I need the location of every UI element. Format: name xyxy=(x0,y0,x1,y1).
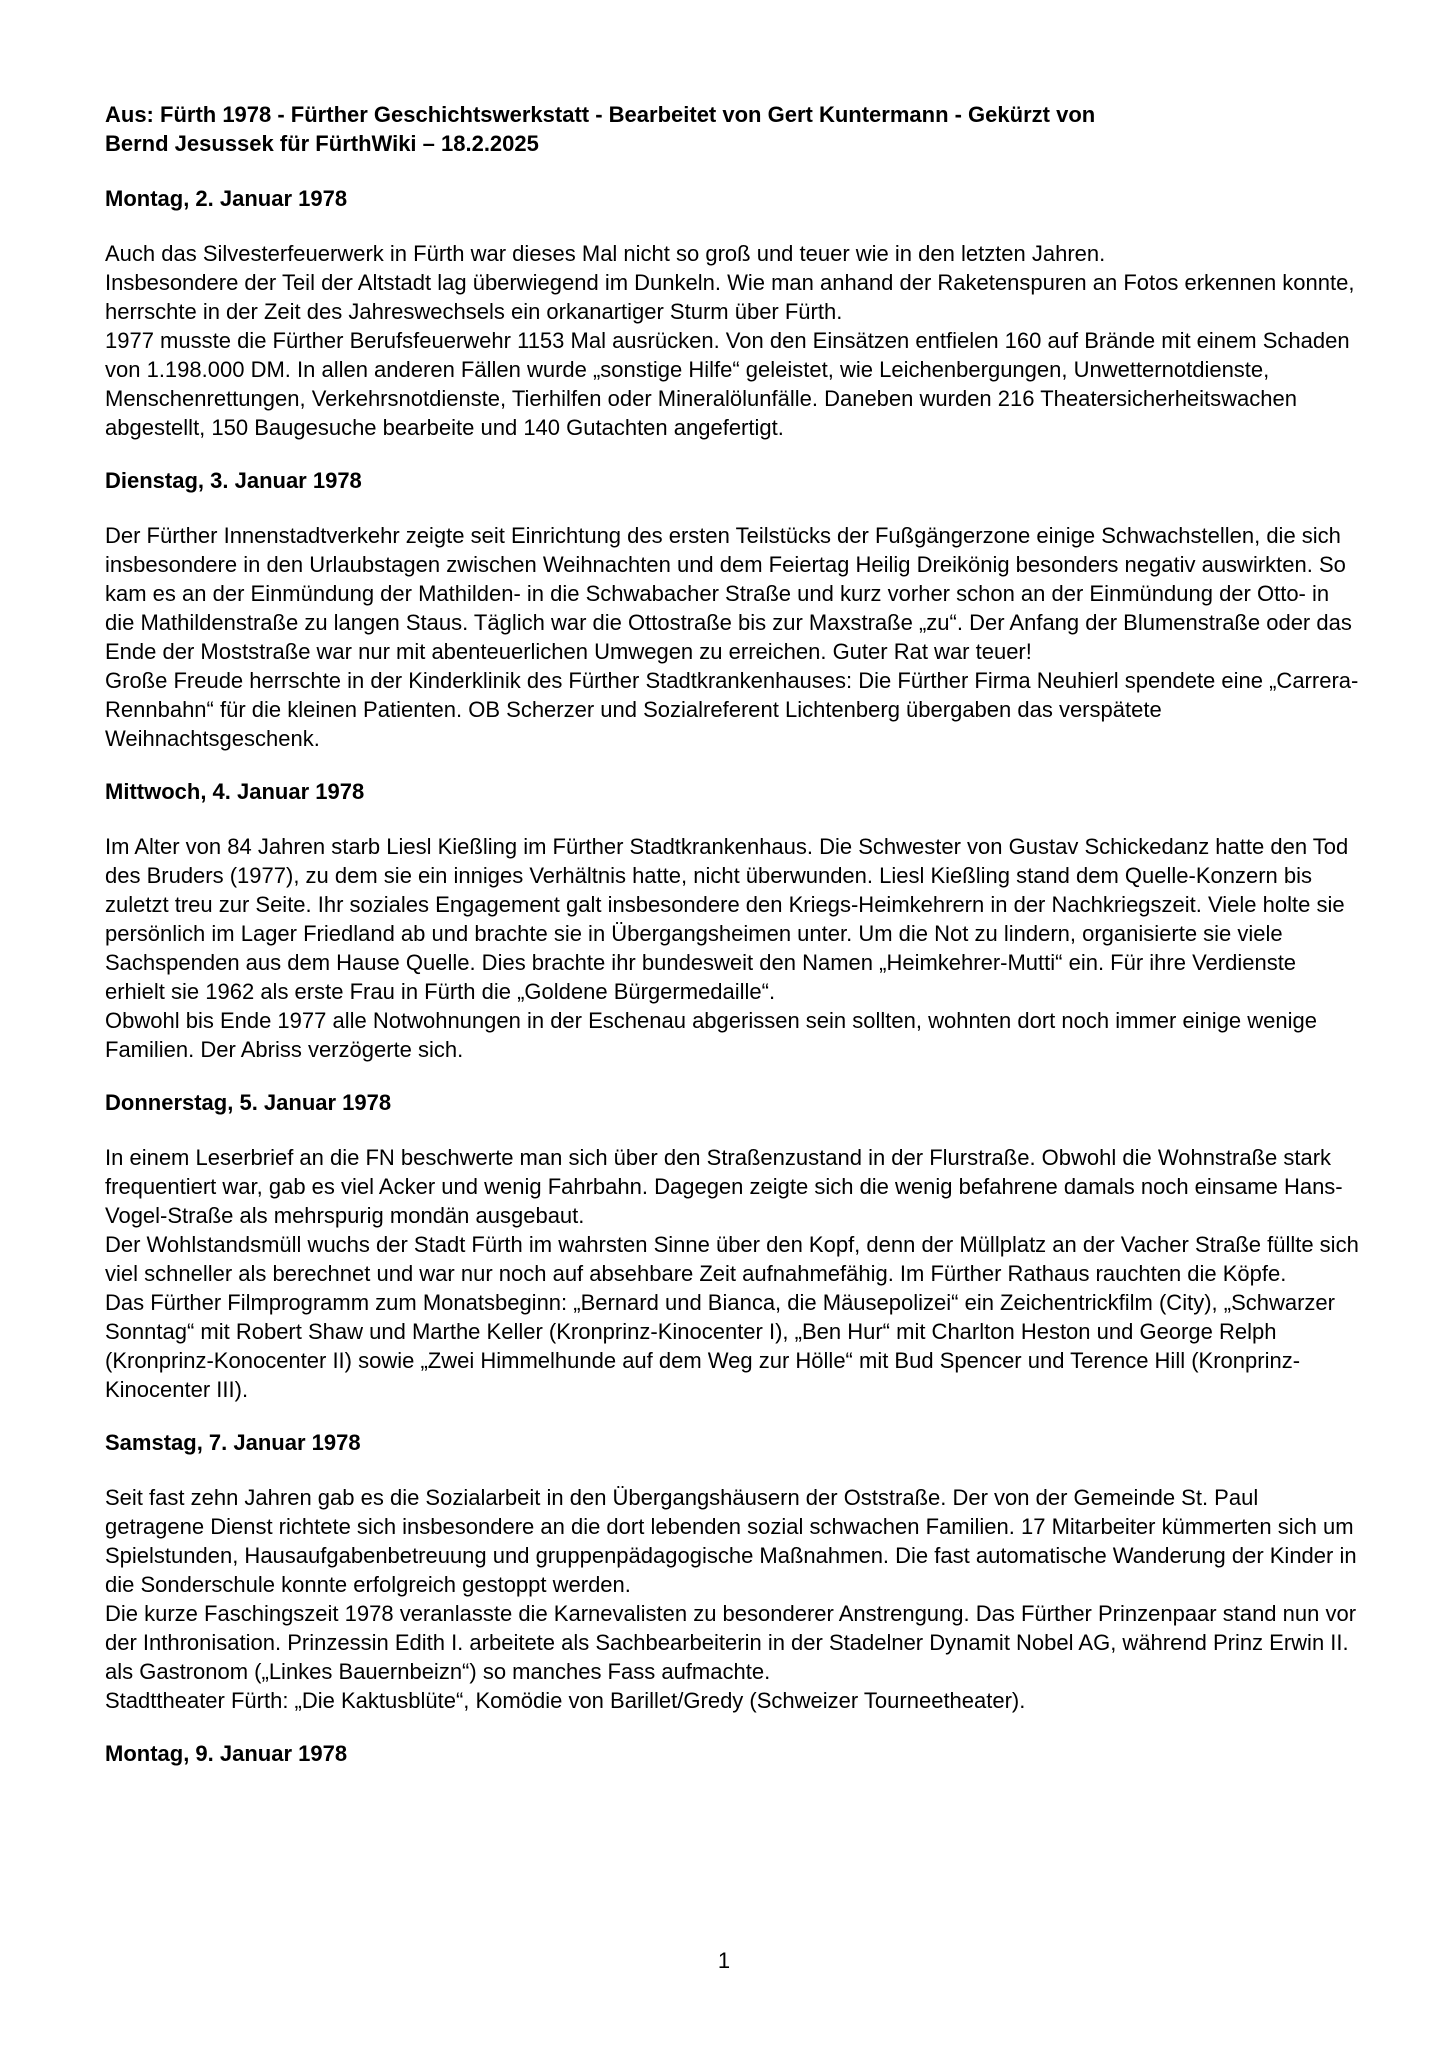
entry-heading: Donnerstag, 5. Januar 1978 xyxy=(105,1090,392,1115)
paragraph: Das Fürther Filmprogramm zum Monatsbeginn: „Bernard und Bianca, die Mäusepolizei“ ein Zeichentrickfilm (City), „Schwarzer Sonntag“ mit Robert Shaw und Marthe Keller (Kronprinz-Kinocenter I), „Ben Hur“ mit Charlton Heston und George Relph (Kronprinz-Konocenter II) sowie „Zwei Himmelhunde auf dem Weg zur Hölle“ mit Bud Spencer und Terence Hill (Kronprinz-Kinocenter III). xyxy=(105,1290,1335,1402)
paragraph: In einem Leserbrief an die FN beschwerte man sich über den Straßenzustand in der Flurstraße. Obwohl die Wohnstraße stark frequentiert war, gab es viel Acker und wenig Fahrbahn. Dagegen zeigte sich die wenig befahrene damals noch einsame Hans-Vogel-Straße als mehrspurig mondän ausgebaut. xyxy=(105,1145,1343,1228)
entry-montag-9-januar-1978 xyxy=(105,1739,1359,1768)
paragraph: Große Freude herrschte in der Kinderklinik des Fürther Stadtkrankenhauses: Die Fürther Firma Neuhierl spendete eine „Carrera-Rennbahn“ für die kleinen Patienten. OB Scherzer und Sozialreferent Lichtenberg übergaben das verspätete Weihnachtsgeschenk. xyxy=(105,668,1359,751)
entry-montag-2-januar-1978 xyxy=(105,184,1359,442)
paragraph: Der Fürther Innenstadtverkehr zeigte seit Einrichtung des ersten Teilstücks der Fußgängerzone einige Schwachstellen, die sich insbesondere in den Urlaubstagen zwischen Weihnachten und dem Feiertag Heilig Dreikönig besonders negativ auswirkten. So kam es an der Einmündung der Mathilden- in die Schwabacher Straße und kurz vorher schon an der Einmündung der Otto- in die Mathildenstraße zu langen Staus. Täglich war die Ottostraße bis zur Maxstraße „zu“. Der Anfang der Blumenstraße oder das Ende der Moststraße war nur mit abenteuerlichen Umwegen zu erreichen. Guter Rat war teuer! xyxy=(105,523,1352,664)
paragraph: Stadttheater Fürth: „Die Kaktusblüte“, Komödie von Barillet/Gredy (Schweizer Tourneetheater). xyxy=(105,1688,1026,1713)
paragraph: Seit fast zehn Jahren gab es die Sozialarbeit in den Übergangshäusern der Oststraße. Der von der Gemeinde St. Paul getragene Dienst richtete sich insbesondere an die dort lebenden sozial schwachen Familien. 17 Mitarbeiter kümmerten sich um Spielstunden, Hausaufgabenbetreuung und gruppenpädagogische Maßnahmen. Die fast automatische Wanderung der Kinder in die Sonderschule konnte erfolgreich gestoppt werden. xyxy=(105,1485,1357,1597)
document-content xyxy=(105,100,1359,1794)
paragraph: Im Alter von 84 Jahren starb Liesl Kießling im Fürther Stadtkrankenhaus. Die Schwester von Gustav Schickedanz hatte den Tod des Bruders (1977), zu dem sie ein inniges Verhältnis hatte, nicht überwunden. Liesl Kießling stand dem Quelle-Konzern bis zuletzt treu zur Seite. Ihr soziales Engagement galt insbesondere den Kriegs-Heimkehrern in der Nachkriegszeit. Viele holte sie persönlich im Lager Friedland ab und brachte sie in Übergangsheimen unter. Um die Not zu lindern, organisierte sie viele Sachspenden aus dem Hause Quelle. Dies brachte ihr bundesweit den Namen „Heimkehrer-Mutti“ ein. Für ihre Verdienste erhielt sie 1962 als erste Frau in Fürth die „Goldene Bürgermedaille“. xyxy=(105,834,1349,1004)
entry-heading: Dienstag, 3. Januar 1978 xyxy=(105,468,362,493)
entry-mittwoch-4-januar-1978 xyxy=(105,777,1359,1064)
entry-samstag-7-januar-1978 xyxy=(105,1428,1359,1715)
paragraph: Die kurze Faschingszeit 1978 veranlasste die Karnevalisten zu besonderer Anstrengung. Das Fürther Prinzenpaar stand nun vor der Inthronisation. Prinzessin Edith I. arbeitete als Sachbearbeiterin in der Stadelner Dynamit Nobel AG, während Prinz Erwin II. als Gastronom („Linkes Bauernbeizn“) so manches Fass aufmachte. xyxy=(105,1601,1357,1684)
entry-dienstag-3-januar-1978 xyxy=(105,466,1359,753)
document-title-line-2: Bernd Jesussek für FürthWiki – 18.2.2025 xyxy=(105,131,539,156)
entry-heading: Samstag, 7. Januar 1978 xyxy=(105,1430,361,1455)
entry-heading: Montag, 2. Januar 1978 xyxy=(105,186,348,211)
entry-heading: Montag, 9. Januar 1978 xyxy=(105,1741,348,1766)
document-title xyxy=(105,100,1359,158)
paragraph: Der Wohlstandsmüll wuchs der Stadt Fürth im wahrsten Sinne über den Kopf, denn der Müllplatz an der Vacher Straße füllte sich viel schneller als berechnet und war nur noch auf absehbare Zeit aufnahmefähig. Im Fürther Rathaus rauchten die Köpfe. xyxy=(105,1232,1359,1286)
paragraph: Auch das Silvesterfeuerwerk in Fürth war dieses Mal nicht so groß und teuer wie in den letzten Jahren. xyxy=(105,241,1106,266)
paragraph: 1977 musste die Fürther Berufsfeuerwehr 1153 Mal ausrücken. Von den Einsätzen entfielen 160 auf Brände mit einem Schaden von 1.198.000 DM. In allen anderen Fällen wurde „sonstige Hilfe“ geleistet, wie Leichenbergungen, Unwetternotdienste, Menschenrettungen, Verkehrsnotdienste, Tierhilfen oder Mineralölunfälle. Daneben wurden 216 Theatersicherheitswachen abgestellt, 150 Baugesuche bearbeite und 140 Gutachten angefertigt. xyxy=(105,328,1350,440)
entry-heading: Mittwoch, 4. Januar 1978 xyxy=(105,779,365,804)
entry-donnerstag-5-januar-1978 xyxy=(105,1088,1359,1404)
page-number: 1 xyxy=(717,1948,731,1973)
paragraph: Obwohl bis Ende 1977 alle Notwohnungen in der Eschenau abgerissen sein sollten, wohnten dort noch immer einige wenige Familien. Der Abriss verzögerte sich. xyxy=(105,1008,1317,1062)
paragraph: Insbesondere der Teil der Altstadt lag überwiegend im Dunkeln. Wie man anhand der Raketenspuren an Fotos erkennen konnte, herrschte in der Zeit des Jahreswechsels ein orkanartiger Sturm über Fürth. xyxy=(105,270,1355,324)
document-title-line-1: Aus: Fürth 1978 - Fürther Geschichtswerkstatt - Bearbeitet von Gert Kuntermann - Gekürzt von xyxy=(105,102,1096,127)
